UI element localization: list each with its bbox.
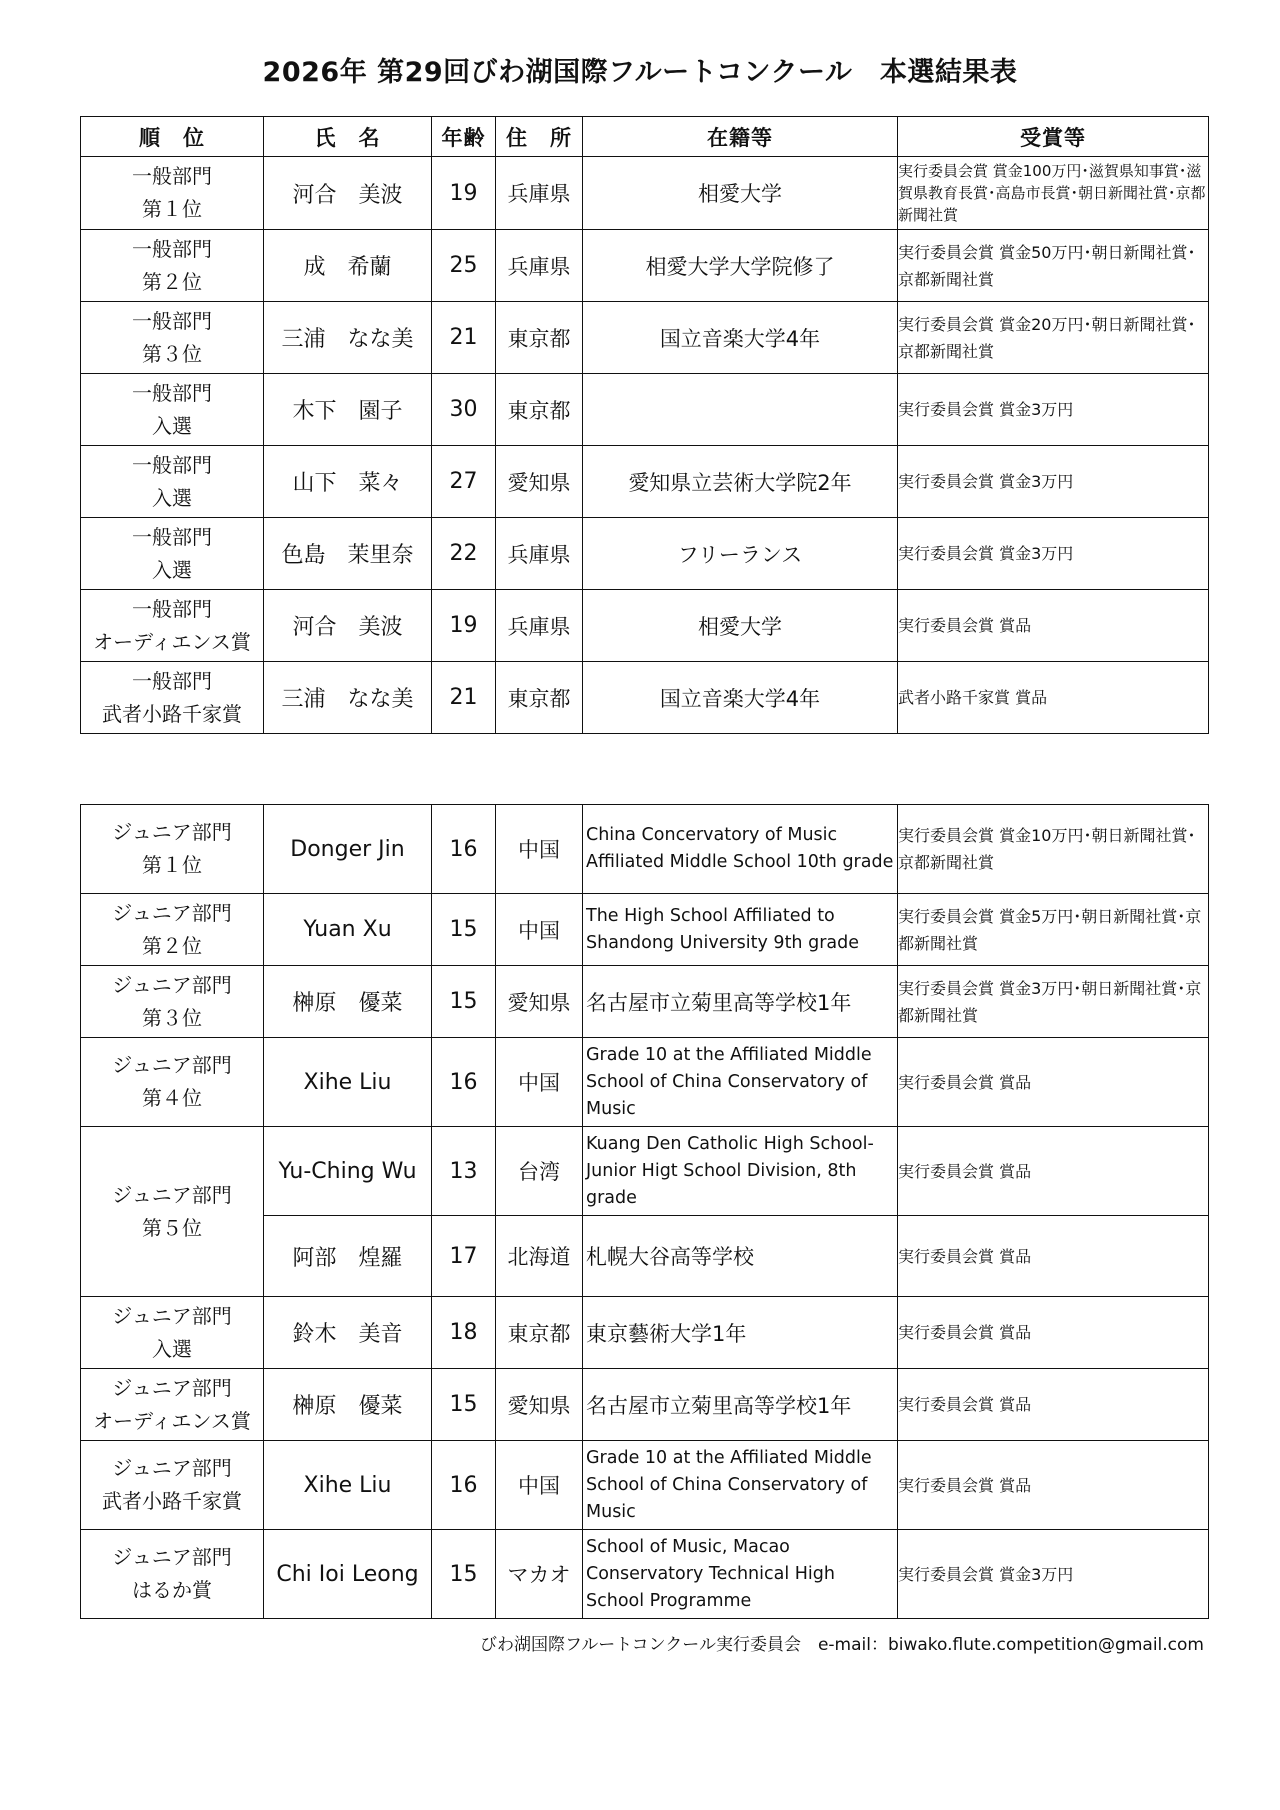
rank-label: 第３位 xyxy=(142,341,202,366)
rank-label: 第４位 xyxy=(142,1086,202,1110)
division-label: 一般部門 xyxy=(132,452,212,477)
age-cell: 13 xyxy=(432,1127,496,1216)
name-cell: 三浦 なな美 xyxy=(264,302,432,374)
footer-contact: びわ湖国際フルートコンクール実行委員会 e-mail：biwako.flute.competition@gmail.com xyxy=(479,1635,1204,1655)
name-cell: Chi Ioi Leong xyxy=(264,1530,432,1619)
age-cell: 17 xyxy=(432,1216,496,1297)
table-row xyxy=(81,966,1209,1038)
table-row xyxy=(81,1127,1209,1216)
rank-cell xyxy=(81,518,264,590)
age-cell: 19 xyxy=(432,157,496,230)
award-cell: 実行委員会賞 賞品 xyxy=(898,1127,1209,1216)
rank-label: 第３位 xyxy=(142,1005,202,1030)
award-cell: 実行委員会賞 賞金20万円･朝日新聞社賞･京都新聞社賞 xyxy=(898,302,1209,374)
school-cell: 札幌大谷高等学校 xyxy=(583,1216,898,1297)
table-row xyxy=(81,894,1209,966)
school-cell: 愛知県立芸術大学院2年 xyxy=(583,446,898,518)
address-cell: 東京都 xyxy=(496,1297,583,1369)
address-cell: 愛知県 xyxy=(496,966,583,1038)
award-cell: 実行委員会賞 賞品 xyxy=(898,1216,1209,1297)
rank-cell xyxy=(81,1127,264,1297)
rank-label: オーディエンス賞 xyxy=(93,629,251,654)
age-cell: 15 xyxy=(432,1369,496,1441)
award-cell: 実行委員会賞 賞品 xyxy=(898,1441,1209,1530)
table-row xyxy=(81,590,1209,662)
name-cell: 河合 美波 xyxy=(264,157,432,230)
header-name: 氏 名 xyxy=(264,117,432,157)
header-age: 年齢 xyxy=(432,117,496,157)
school-cell: 相愛大学 xyxy=(583,590,898,662)
table-row xyxy=(81,518,1209,590)
name-cell: 木下 園子 xyxy=(264,374,432,446)
award-cell: 実行委員会賞 賞金50万円･朝日新聞社賞･京都新聞社賞 xyxy=(898,230,1209,302)
age-cell: 15 xyxy=(432,894,496,966)
school-cell: The High School Affiliated to Shandong University 9th grade xyxy=(583,894,898,966)
award-cell: 実行委員会賞 賞金5万円･朝日新聞社賞･京都新聞社賞 xyxy=(898,894,1209,966)
rank-cell xyxy=(81,446,264,518)
division-label: ジュニア部門 xyxy=(112,1303,232,1328)
division-label: 一般部門 xyxy=(132,164,212,188)
name-cell: 色島 茉里奈 xyxy=(264,518,432,590)
age-cell: 16 xyxy=(432,1038,496,1127)
division-label: ジュニア部門 xyxy=(112,820,232,844)
age-cell: 16 xyxy=(432,1441,496,1530)
school-cell: Grade 10 at the Affiliated Middle School of China Conservatory of Music xyxy=(583,1441,898,1530)
division-label: ジュニア部門 xyxy=(112,972,232,997)
address-cell: 東京都 xyxy=(496,662,583,734)
rank-label: 武者小路千家賞 xyxy=(102,701,242,726)
address-cell: 台湾 xyxy=(496,1127,583,1216)
award-cell: 実行委員会賞 賞品 xyxy=(898,590,1209,662)
header-address: 住 所 xyxy=(496,117,583,157)
rank-cell xyxy=(81,374,264,446)
rank-cell xyxy=(81,1530,264,1619)
school-cell: 名古屋市立菊里高等学校1年 xyxy=(583,1369,898,1441)
address-cell: 兵庫県 xyxy=(496,230,583,302)
school-cell: China Concervatory of Music Affiliated Middle School 10th grade xyxy=(583,805,898,894)
rank-label: 第５位 xyxy=(142,1215,202,1240)
rank-label: 入選 xyxy=(152,557,192,582)
table-row xyxy=(81,805,1209,894)
rank-cell xyxy=(81,230,264,302)
division-label: 一般部門 xyxy=(132,596,212,621)
age-cell: 16 xyxy=(432,805,496,894)
rank-label: 入選 xyxy=(152,485,192,510)
junior-results-table xyxy=(80,804,1209,1619)
table-row xyxy=(81,1369,1209,1441)
school-cell: 東京藝術大学1年 xyxy=(583,1297,898,1369)
header-rank: 順 位 xyxy=(81,117,264,157)
name-cell: Xihe Liu xyxy=(264,1441,432,1530)
school-cell: フリーランス xyxy=(583,518,898,590)
table-row xyxy=(81,374,1209,446)
school-cell xyxy=(583,374,898,446)
award-cell: 実行委員会賞 賞金3万円･朝日新聞社賞･京都新聞社賞 xyxy=(898,966,1209,1038)
table-row xyxy=(81,1530,1209,1619)
address-cell: マカオ xyxy=(496,1530,583,1619)
rank-label: 入選 xyxy=(152,1336,192,1361)
division-label: 一般部門 xyxy=(132,380,212,405)
school-cell: 名古屋市立菊里高等学校1年 xyxy=(583,966,898,1038)
table-row xyxy=(81,1441,1209,1530)
division-label: ジュニア部門 xyxy=(112,1053,232,1077)
name-cell: Yu-Ching Wu xyxy=(264,1127,432,1216)
address-cell: 兵庫県 xyxy=(496,157,583,230)
rank-label: 入選 xyxy=(152,413,192,438)
school-cell: Kuang Den Catholic High School-Junior Higt School Division, 8th grade xyxy=(583,1127,898,1216)
address-cell: 中国 xyxy=(496,1441,583,1530)
award-cell: 実行委員会賞 賞金3万円 xyxy=(898,1530,1209,1619)
rank-label: 第２位 xyxy=(142,269,202,294)
age-cell: 15 xyxy=(432,1530,496,1619)
table-row xyxy=(81,446,1209,518)
name-cell: 榊原 優菜 xyxy=(264,966,432,1038)
award-cell: 実行委員会賞 賞金10万円･朝日新聞社賞･京都新聞社賞 xyxy=(898,805,1209,894)
table-row xyxy=(81,1297,1209,1369)
address-cell: 兵庫県 xyxy=(496,590,583,662)
rank-label: 第１位 xyxy=(142,197,202,221)
age-cell: 25 xyxy=(432,230,496,302)
name-cell: 三浦 なな美 xyxy=(264,662,432,734)
division-label: ジュニア部門 xyxy=(112,1456,232,1480)
name-cell: 山下 菜々 xyxy=(264,446,432,518)
age-cell: 27 xyxy=(432,446,496,518)
name-cell: 河合 美波 xyxy=(264,590,432,662)
rank-cell xyxy=(81,1038,264,1127)
age-cell: 19 xyxy=(432,590,496,662)
division-label: ジュニア部門 xyxy=(112,1182,232,1207)
rank-cell xyxy=(81,302,264,374)
rank-label: 第２位 xyxy=(142,933,202,958)
school-cell: 相愛大学 xyxy=(583,157,898,230)
division-label: 一般部門 xyxy=(132,236,212,261)
rank-cell xyxy=(81,966,264,1038)
award-cell: 実行委員会賞 賞品 xyxy=(898,1369,1209,1441)
table-row xyxy=(81,230,1209,302)
name-cell: 成 希蘭 xyxy=(264,230,432,302)
age-cell: 30 xyxy=(432,374,496,446)
name-cell: 阿部 煌羅 xyxy=(264,1216,432,1297)
address-cell: 中国 xyxy=(496,894,583,966)
name-cell: Donger Jin xyxy=(264,805,432,894)
table-row xyxy=(81,157,1209,230)
award-cell: 実行委員会賞 賞金3万円 xyxy=(898,374,1209,446)
age-cell: 22 xyxy=(432,518,496,590)
table-row xyxy=(81,1038,1209,1127)
rank-cell xyxy=(81,590,264,662)
name-cell: 榊原 優菜 xyxy=(264,1369,432,1441)
award-cell: 実行委員会賞 賞金100万円･滋賀県知事賞･滋賀県教育長賞･高島市長賞･朝日新聞社賞･京都新聞社賞 xyxy=(898,157,1209,230)
age-cell: 21 xyxy=(432,662,496,734)
address-cell: 中国 xyxy=(496,1038,583,1127)
school-cell: 相愛大学大学院修了 xyxy=(583,230,898,302)
header-row xyxy=(81,117,1209,157)
award-cell: 実行委員会賞 賞金3万円 xyxy=(898,518,1209,590)
table-row xyxy=(81,302,1209,374)
rank-label: はるか賞 xyxy=(132,1578,212,1602)
division-label: 一般部門 xyxy=(132,524,212,549)
rank-label: 武者小路千家賞 xyxy=(102,1489,242,1513)
age-cell: 18 xyxy=(432,1297,496,1369)
rank-cell xyxy=(81,805,264,894)
rank-cell xyxy=(81,157,264,230)
address-cell: 東京都 xyxy=(496,374,583,446)
school-cell: School of Music, Macao Conservatory Technical High School Programme xyxy=(583,1530,898,1619)
rank-cell xyxy=(81,1369,264,1441)
address-cell: 兵庫県 xyxy=(496,518,583,590)
address-cell: 北海道 xyxy=(496,1216,583,1297)
age-cell: 15 xyxy=(432,966,496,1038)
name-cell: Yuan Xu xyxy=(264,894,432,966)
table-row xyxy=(81,662,1209,734)
school-cell: Grade 10 at the Affiliated Middle School of China Conservatory of Music xyxy=(583,1038,898,1127)
page-title: 2026年 第29回びわ湖国際フルートコンクール 本選結果表 xyxy=(262,57,1018,88)
division-label: 一般部門 xyxy=(132,308,212,333)
address-cell: 中国 xyxy=(496,805,583,894)
address-cell: 東京都 xyxy=(496,302,583,374)
award-cell: 実行委員会賞 賞金3万円 xyxy=(898,446,1209,518)
rank-cell xyxy=(81,894,264,966)
award-cell: 武者小路千家賞 賞品 xyxy=(898,662,1209,734)
division-label: ジュニア部門 xyxy=(112,1545,232,1569)
school-cell: 国立音楽大学4年 xyxy=(583,302,898,374)
name-cell: Xihe Liu xyxy=(264,1038,432,1127)
general-results-table xyxy=(80,116,1209,734)
age-cell: 21 xyxy=(432,302,496,374)
rank-cell xyxy=(81,1297,264,1369)
rank-label: オーディエンス賞 xyxy=(93,1408,251,1433)
award-cell: 実行委員会賞 賞品 xyxy=(898,1297,1209,1369)
rank-cell xyxy=(81,1441,264,1530)
header-award: 受賞等 xyxy=(898,117,1209,157)
school-cell: 国立音楽大学4年 xyxy=(583,662,898,734)
header-school: 在籍等 xyxy=(583,117,898,157)
rank-label: 第１位 xyxy=(142,853,202,877)
address-cell: 愛知県 xyxy=(496,446,583,518)
division-label: ジュニア部門 xyxy=(112,1375,232,1400)
name-cell: 鈴木 美音 xyxy=(264,1297,432,1369)
division-label: 一般部門 xyxy=(132,668,212,693)
rank-cell xyxy=(81,662,264,734)
award-cell: 実行委員会賞 賞品 xyxy=(898,1038,1209,1127)
division-label: ジュニア部門 xyxy=(112,900,232,925)
address-cell: 愛知県 xyxy=(496,1369,583,1441)
